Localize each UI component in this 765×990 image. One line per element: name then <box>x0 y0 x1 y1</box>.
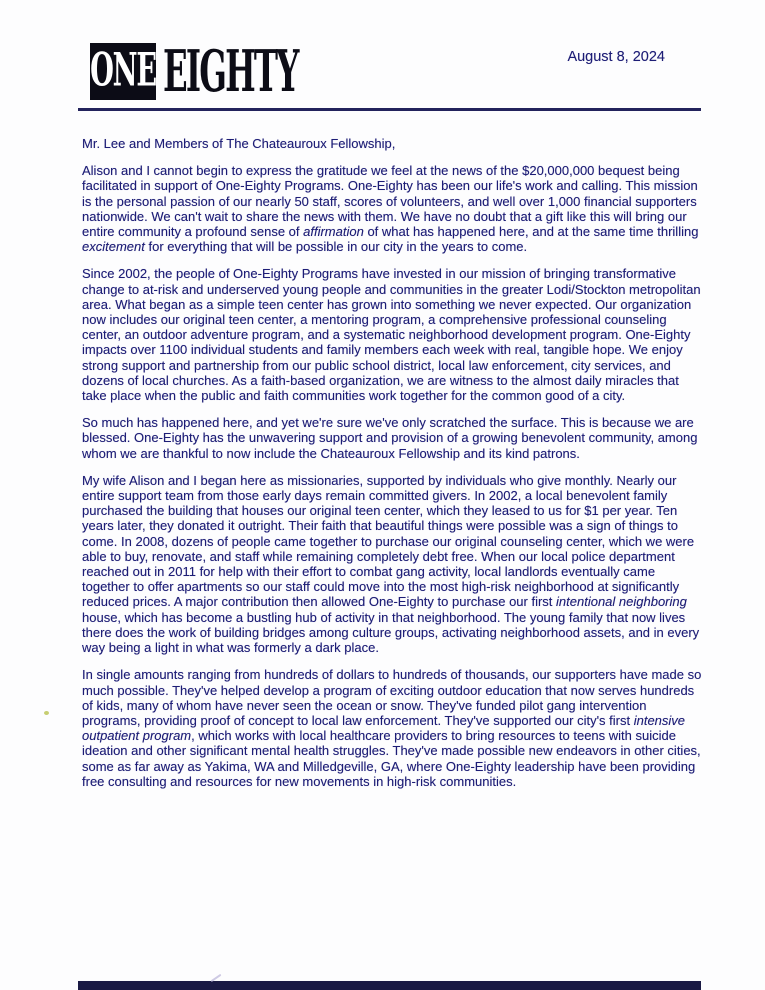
logo-one-text: ONE <box>90 43 156 98</box>
letter-paragraph-1: Alison and I cannot begin to express the gratitude we feel at the news of the $20,000,000 bequest being facilitated in support of One-Eighty Programs. One-Eighty has been our life's work and calling. This mission is the personal passion of our nearly 50 staff, scores of volunteers, and well over 1,000 financial supporters nationwide. We can't wait to share the news with them. We have no doubt that a gift like this will bring our entire community a profound sense of affirmation of what has happened here, and at the same time thrilling excitement for everything that will be possible in our city in the years to come. <box>82 163 699 255</box>
footer-bar <box>78 981 701 990</box>
letter-date: August 8, 2024 <box>567 49 665 65</box>
letter-body <box>82 136 702 801</box>
letter-paragraph-5: In single amounts ranging from hundreds of dollars to hundreds of thousands, our supporters have made so much possible. They've helped develop a program of exciting outdoor education that now serves hundreds of kids, many of whom have never seen the ocean or snow. They've funded pilot gang intervention programs, providing proof of concept to local law enforcement. They've supported our city's first intensive outpatient program, which works with local healthcare providers to bring resources to teens with suicide ideation and other significant mental health struggles. They've made possible new endeavors in other cities, some as far away as Yakima, WA and Milledgeville, GA, where One-Eighty leadership have been providing free consulting and resources for new movements in high-risk communities. <box>82 667 702 789</box>
logo-eighty-text: EIGHTY <box>163 37 298 105</box>
salutation: Mr. Lee and Members of The Chateauroux Fellowship, <box>82 136 396 151</box>
letter-paragraph-2: Since 2002, the people of One-Eighty Programs have invested in our mission of bringing transformative change to at-risk and underserved young people and communities in the greater Lodi/Stockton metropolitan area. What began as a simple teen center has grown into something we never expected. Our organization now includes our original teen center, a mentoring program, a comprehensive professional counseling center, an outdoor adventure program, and a systematic neighborhood development program. One-Eighty impacts over 1100 individual students and family members each week with real, tangible hope. We enjoy strong support and partnership from our public school district, local law enforcement, city services, and dozens of local churches. As a faith-based organization, we are witness to the almost daily miracles that take place when the public and faith communities work together for the common good of a city. <box>82 266 701 404</box>
logo-one-box <box>90 43 156 100</box>
header-rule <box>78 108 701 111</box>
one-eighty-logo <box>90 37 387 105</box>
letter-paragraph-3: So much has happened here, and yet we're sure we've only scratched the surface. This is because we are blessed. One-Eighty has the unwavering support and provision of a growing benevolent community, among whom we are thankful to now include the Chateauroux Fellowship and its kind patrons. <box>82 415 698 461</box>
scan-artifact-dot <box>44 711 49 715</box>
letter-paragraph-4: My wife Alison and I began here as missionaries, supported by individuals who give monthly. Nearly our entire support team from those early days remain committed givers. In 2002, a local benevolent family purchased the building that houses our original teen center, which they leased to us for $1 per year. Ten years later, they donated it outright. Their faith that beautiful things were possible was a sign of things to come. In 2008, dozens of people came together to purchase our original counseling center, which we were able to buy, renovate, and staff while remaining completely debt free. When our local police department reached out in 2011 for help with their effort to combat gang activity, local landlords eventually came together to offer apartments so our staff could move into the most high-risk neighborhood at significantly reduced prices. A major contribution then allowed One-Eighty to purchase our first intentional neighboring house, which has become a bustling hub of activity in that neighborhood. The young family that now lives there does the work of building bridges among culture groups, activating neighborhood assets, and in every way being a light in what was formerly a dark place. <box>82 472 700 656</box>
